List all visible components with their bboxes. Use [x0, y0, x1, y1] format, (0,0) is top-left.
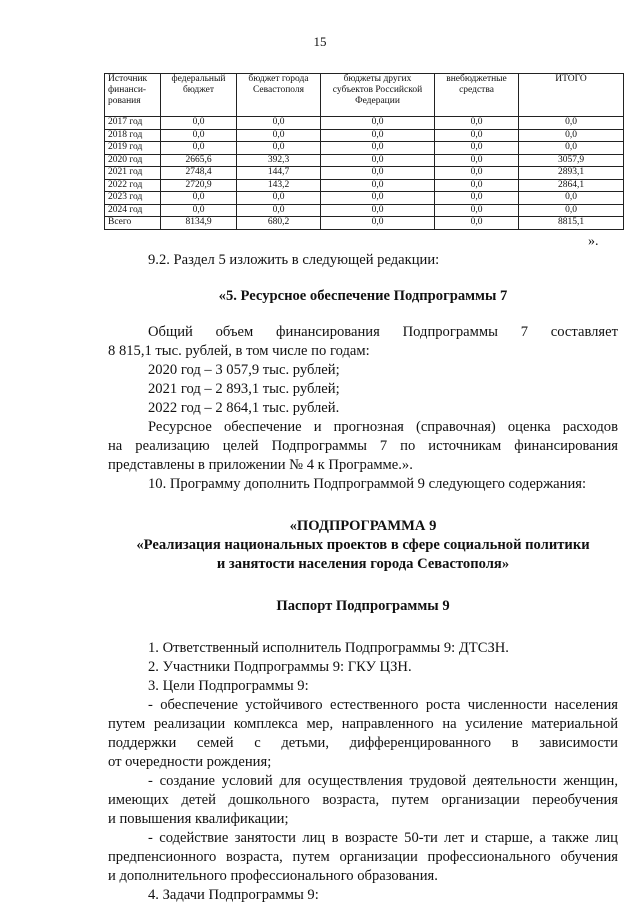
goal-1-line-2: путем реализации комплекса мер, направленного на усиление материальной: [108, 716, 618, 732]
table-cell: 2665,6: [161, 154, 237, 167]
goal-1-line-4: от очередности рождения;: [108, 754, 272, 770]
table-row-label: 2018 год: [105, 129, 161, 142]
subprogram-9-name-line-1: «Реализация национальных проектов в сфере социальной политики: [136, 537, 590, 553]
table-header-row: [105, 74, 624, 117]
table-cell: 0,0: [321, 117, 435, 130]
table-cell: 0,0: [161, 117, 237, 130]
total-financing-line-1: Общий объем финансирования Подпрограммы 7 составляет: [148, 324, 618, 340]
item-3: 3. Цели Подпрограммы 9:: [148, 678, 309, 694]
table-cell: 0,0: [161, 204, 237, 217]
table-cell: 2864,1: [519, 179, 624, 192]
paragraph-10: 10. Программу дополнить Подпрограммой 9 следующего содержания:: [148, 476, 587, 492]
paragraph-9-2: 9.2. Раздел 5 изложить в следующей редакции:: [148, 252, 440, 268]
table-cell: 0,0: [435, 142, 519, 155]
resources-line-2: на реализацию целей Подпрограммы 7 по источникам финансирования: [108, 438, 618, 454]
table-row-label: Всего: [105, 217, 161, 230]
table-cell: 0,0: [435, 167, 519, 180]
table-cell: 680,2: [237, 217, 321, 230]
table-cell: 0,0: [237, 142, 321, 155]
table-cell: 0,0: [435, 192, 519, 205]
table-cell: 0,0: [435, 117, 519, 130]
table-cell: 0,0: [519, 117, 624, 130]
table-cell: 8815,1: [519, 217, 624, 230]
table-row-label: 2024 год: [105, 204, 161, 217]
financing-table: [104, 73, 624, 230]
table-cell: 0,0: [321, 217, 435, 230]
item-2: 2. Участники Подпрограммы 9: ГКУ ЦЗН.: [148, 659, 412, 675]
subprogram-9-name-line-2: и занятости населения города Севастополя»: [216, 556, 510, 572]
resources-line-3: представлены в приложении № 4 к Программе.».: [108, 457, 413, 473]
table-cell: 0,0: [519, 129, 624, 142]
table-cell: 0,0: [519, 192, 624, 205]
table-cell: 0,0: [435, 204, 519, 217]
table-cell: 0,0: [321, 204, 435, 217]
goal-1-line-3: поддержки семей с детьми, дифференцированного в зависимости: [108, 735, 618, 751]
table-cell: 0,0: [519, 142, 624, 155]
table-cell: 0,0: [321, 129, 435, 142]
year-2020-amount: 2020 год – 3 057,9 тыс. рублей;: [148, 362, 340, 378]
body-text: [108, 251, 618, 905]
item-1: 1. Ответственный исполнитель Подпрограммы 9: ДТСЗН.: [148, 640, 509, 656]
year-2022-amount: 2022 год – 2 864,1 тыс. рублей.: [148, 400, 340, 416]
table-cell: 0,0: [161, 142, 237, 155]
goal-3-line-3: и дополнительного профессионального образования.: [108, 868, 438, 884]
table-cell: 0,0: [435, 217, 519, 230]
table-row-label: 2017 год: [105, 117, 161, 130]
table-cell: 0,0: [435, 154, 519, 167]
table-cell: 0,0: [237, 117, 321, 130]
table-row: [105, 192, 624, 205]
total-financing-line-2: 8 815,1 тыс. рублей, в том числе по годам:: [108, 343, 370, 359]
table-cell: 0,0: [237, 204, 321, 217]
table-cell: 0,0: [321, 142, 435, 155]
table-row-label: 2023 год: [105, 192, 161, 205]
year-2021-amount: 2021 год – 2 893,1 тыс. рублей;: [148, 381, 340, 397]
header-total: ИТОГО: [519, 74, 624, 117]
table-cell: 2720,9: [161, 179, 237, 192]
table-cell: 0,0: [321, 179, 435, 192]
table-cell: 392,3: [237, 154, 321, 167]
header-federal: федеральный бюджет: [161, 74, 237, 117]
goal-2-line-2: имеющих детей дошкольного возраста, путем организации переобучения: [108, 792, 618, 808]
table-cell: 0,0: [237, 192, 321, 205]
goal-2-line-3: и повышения квалификации;: [108, 811, 289, 827]
table-row: [105, 179, 624, 192]
table-cell: 0,0: [321, 192, 435, 205]
table-row: [105, 129, 624, 142]
table-cell: 0,0: [161, 129, 237, 142]
resources-line-1: Ресурсное обеспечение и прогнозная (справочная) оценка расходов: [148, 419, 618, 435]
table-row: [105, 167, 624, 180]
header-offbudget: внебюджетные средства: [435, 74, 519, 117]
table-cell: 143,2: [237, 179, 321, 192]
goal-3-line-1: - содействие занятости лиц в возрасте 50-ти лет и старше, а также лиц: [148, 830, 618, 846]
header-other-regions: бюджеты других субъектов Российской Федерации: [321, 74, 435, 117]
table-cell: 0,0: [237, 129, 321, 142]
table-row: [105, 117, 624, 130]
table-cell: 0,0: [435, 129, 519, 142]
page-number: 15: [313, 34, 327, 49]
table-cell: 0,0: [321, 167, 435, 180]
subprogram-9-title: «ПОДПРОГРАММА 9: [289, 518, 437, 534]
table-row-label: 2019 год: [105, 142, 161, 155]
table-row-label: 2020 год: [105, 154, 161, 167]
passport-title: Паспорт Подпрограммы 9: [276, 598, 450, 614]
table-cell: 2893,1: [519, 167, 624, 180]
table-row: [105, 217, 624, 230]
table-cell: 8134,9: [161, 217, 237, 230]
item-4: 4. Задачи Подпрограммы 9:: [148, 887, 319, 903]
table-cell: 2748,4: [161, 167, 237, 180]
header-city: бюджет города Севастополя: [237, 74, 321, 117]
table-cell: 3057,9: [519, 154, 624, 167]
goal-2-line-1: - создание условий для осуществления трудовой деятельности женщин,: [148, 773, 618, 789]
goal-3-line-2: предпенсионного возраста, путем организации профессионального обучения: [108, 849, 618, 865]
table-row-label: 2022 год: [105, 179, 161, 192]
table-closing-quote: ».: [588, 234, 599, 249]
table-cell: 0,0: [435, 179, 519, 192]
header-source: Источник финанси-рования: [105, 74, 161, 117]
table-cell: 0,0: [161, 192, 237, 205]
table-cell: 0,0: [519, 204, 624, 217]
section-5-title: «5. Ресурсное обеспечение Подпрограммы 7: [218, 288, 508, 304]
goal-1-line-1: - обеспечение устойчивого естественного роста численности населения: [148, 697, 618, 713]
table-row: [105, 154, 624, 167]
table-row-label: 2021 год: [105, 167, 161, 180]
table-cell: 144,7: [237, 167, 321, 180]
table-cell: 0,0: [321, 154, 435, 167]
table-row: [105, 204, 624, 217]
table-row: [105, 142, 624, 155]
